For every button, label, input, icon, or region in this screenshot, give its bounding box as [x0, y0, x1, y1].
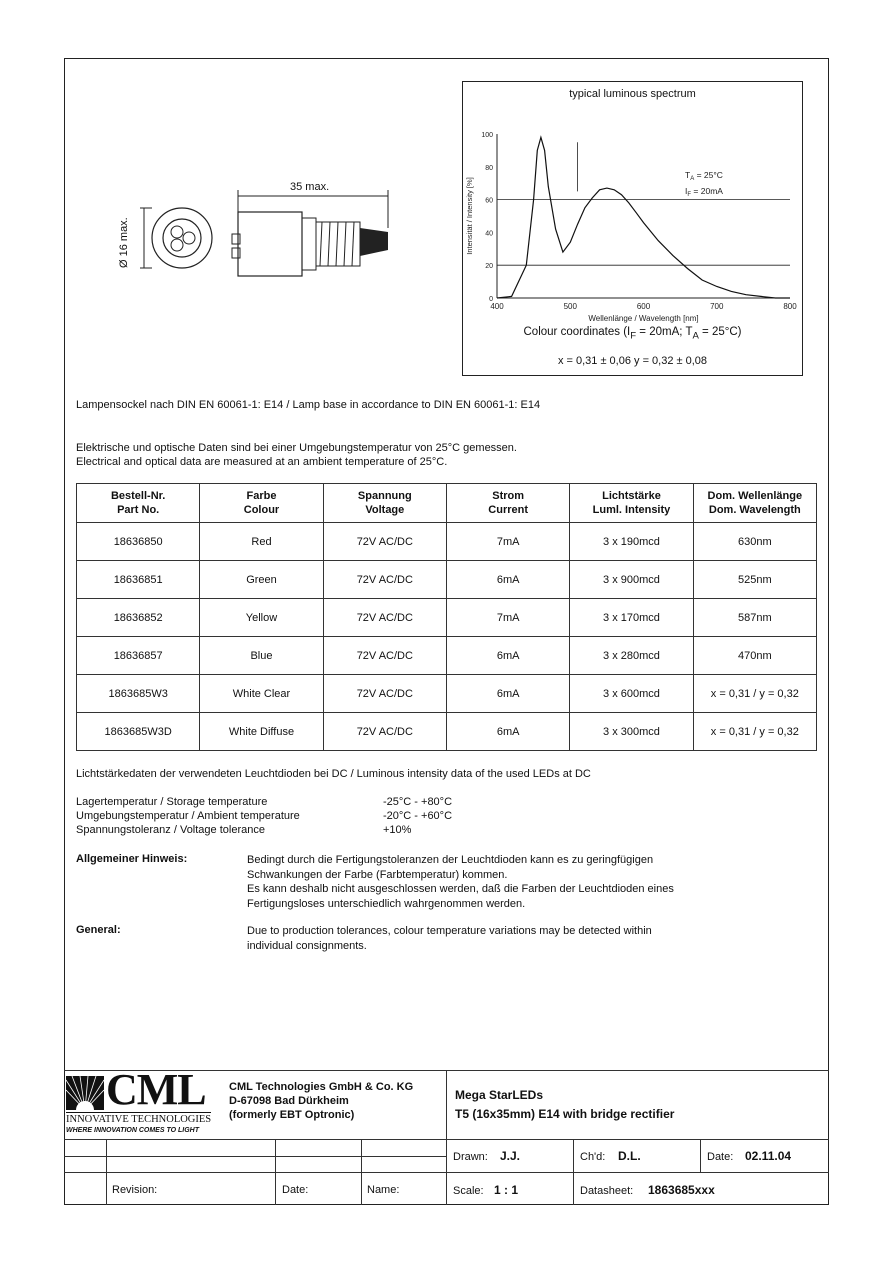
scale-label: Scale:: [453, 1185, 484, 1197]
header-current: Strom Current: [446, 484, 569, 523]
titleblock-rule: [64, 1139, 829, 1140]
company-name: CML Technologies GmbH & Co. KG: [229, 1081, 414, 1093]
drawn-label: Drawn:: [453, 1151, 488, 1163]
datasheet-label: Datasheet:: [580, 1185, 634, 1197]
cell-current: 7mA: [446, 523, 569, 561]
datasheet-value: 1863685xxx: [648, 1183, 715, 1197]
general-note-en-body: Due to production tolerances, colour temperature variations may be detected within individual consignments.: [247, 925, 652, 952]
drawn-value: J.J.: [500, 1149, 521, 1163]
table-header-row: [77, 484, 817, 523]
cell-voltage: 72V AC/DC: [323, 713, 446, 751]
product-table: [76, 483, 817, 751]
y-tick-label: 80: [485, 164, 493, 172]
cell-wavelength: 587nm: [693, 599, 816, 637]
cell-current: 6mA: [446, 675, 569, 713]
cell-colour: White Clear: [200, 675, 323, 713]
measurement-note-de: Elektrische und optische Daten sind bei einer Umgebungstemperatur von 25°C gemessen.: [76, 442, 517, 454]
sunburst-logo-icon: [66, 1076, 104, 1110]
logo-wordmark: CML: [106, 1065, 206, 1114]
cell-colour: White Diffuse: [200, 713, 323, 751]
revision-date-label: Date:: [282, 1184, 309, 1196]
cell-wavelength: x = 0,31 / y = 0,32: [693, 675, 816, 713]
cell-wavelength: 470nm: [693, 637, 816, 675]
measurement-note-en: Electrical and optical data are measured at an ambient temperature of 25°C.: [76, 456, 448, 468]
product-description: T5 (16x35mm) E14 with bridge rectifier: [455, 1107, 675, 1121]
rating-value: -20°C - +60°C: [383, 810, 453, 822]
spectrum-line: [497, 137, 790, 298]
header-part-no: Bestell-Nr. Part No.: [77, 484, 200, 523]
cell-wavelength: x = 0,31 / y = 0,32: [693, 713, 816, 751]
y-tick-label: 100: [481, 132, 493, 139]
general-note-de-body: Bedingt durch die Fertigungstoleranzen der Leuchtdioden kann es zu geringfügigen Schwankungen der Farbe (Farbtemperatur) kommen. Es kann deshalb nicht ausgeschlossen werden, daß die Farben der Leuchtdioden eines Fertigungsloses unterschiedlich wahrgenommen werden.: [247, 854, 674, 910]
table-row: [77, 713, 817, 751]
y-axis-label: Intensität / Intensity [%]: [465, 177, 474, 255]
header-wavelength: Dom. Wellenlänge Dom. Wavelength: [693, 484, 816, 523]
cell-part-no: 1863685W3D: [77, 713, 200, 751]
cell-intensity: 3 x 280mcd: [570, 637, 693, 675]
condition-ta: $T_A = 25^\circ C$: [685, 170, 723, 182]
cell-intensity: 3 x 170mcd: [570, 599, 693, 637]
x-tick-label: 800: [783, 302, 797, 311]
titleblock-divider: [446, 1070, 447, 1205]
x-tick-label: 500: [563, 302, 577, 311]
lamp-technical-drawing: [126, 176, 396, 286]
titleblock-rule: [361, 1139, 362, 1205]
diameter-dimension: Ø 16 max.: [118, 217, 130, 268]
cell-intensity: 3 x 600mcd: [570, 675, 693, 713]
cell-voltage: 72V AC/DC: [323, 675, 446, 713]
rating-value: +10%: [383, 824, 412, 836]
cell-voltage: 72V AC/DC: [323, 523, 446, 561]
cell-intensity: 3 x 300mcd: [570, 713, 693, 751]
y-tick-label: 40: [485, 230, 493, 238]
company-address: D-67098 Bad Dürkheim: [229, 1095, 349, 1107]
cell-current: 6mA: [446, 713, 569, 751]
cell-current: 6mA: [446, 561, 569, 599]
rating-value: -25°C - +80°C: [383, 796, 453, 808]
checked-value: D.L.: [618, 1149, 641, 1163]
colour-coordinates-label: Colour coordinates ($I_F = 20mA$; $T_A = 25^\circ C$): [523, 326, 742, 342]
x-axis-label: Wellenlänge / Wavelength [nm]: [588, 314, 699, 323]
lamp-base-note: Lampensockel nach DIN EN 60061-1: E14 / Lamp base in accordance to DIN EN 60061-1: E14: [76, 399, 541, 411]
logo-tagline: WHERE INNOVATION COMES TO LIGHT: [66, 1127, 199, 1134]
x-tick-label: 400: [490, 302, 504, 311]
header-colour: Farbe Colour: [200, 484, 323, 523]
cell-voltage: 72V AC/DC: [323, 599, 446, 637]
table-row: [77, 637, 817, 675]
cell-intensity: 3 x 900mcd: [570, 561, 693, 599]
titleblock-rule: [106, 1139, 107, 1205]
cell-wavelength: 630nm: [693, 523, 816, 561]
general-note-en-heading: General:: [76, 924, 121, 936]
date-label: Date:: [707, 1151, 734, 1163]
cell-part-no: 18636852: [77, 599, 200, 637]
x-tick-label: 600: [636, 302, 651, 311]
logo-subtitle: INNOVATIVE TECHNOLOGIES: [66, 1114, 212, 1125]
condition-if: $I_F = 20mA$: [685, 186, 723, 198]
cell-part-no: 18636850: [77, 523, 200, 561]
titleblock-rule: [275, 1139, 276, 1205]
table-row: [77, 523, 817, 561]
length-dimension: 35 max.: [290, 181, 330, 193]
rating-label: Lagertemperatur / Storage temperature: [76, 796, 268, 808]
cell-voltage: 72V AC/DC: [323, 561, 446, 599]
intensity-data-note: Lichtstärkedaten der verwendeten Leuchtdioden bei DC / Luminous intensity data of the used LEDs at DC: [76, 768, 591, 780]
y-tick-label: 60: [485, 197, 493, 205]
cell-part-no: 18636857: [77, 637, 200, 675]
cell-colour: Blue: [200, 637, 323, 675]
scale-value: 1 : 1: [494, 1183, 519, 1197]
revision-name-label: Name:: [367, 1184, 400, 1196]
header-intensity: Lichtstärke Luml. Intensity: [570, 484, 693, 523]
cell-intensity: 3 x 190mcd: [570, 523, 693, 561]
titleblock-rule: [573, 1139, 574, 1205]
product-family: Mega StarLEDs: [455, 1088, 544, 1102]
cell-current: 7mA: [446, 599, 569, 637]
x-tick-label: 700: [710, 302, 724, 311]
cell-colour: Yellow: [200, 599, 323, 637]
checked-label: Ch'd:: [580, 1151, 606, 1163]
header-voltage: Spannung Voltage: [323, 484, 446, 523]
cell-voltage: 72V AC/DC: [323, 637, 446, 675]
rating-label: Spannungstoleranz / Voltage tolerance: [76, 824, 265, 836]
chart-title: typical luminous spectrum: [569, 88, 696, 100]
cell-colour: Green: [200, 561, 323, 599]
cell-part-no: 18636851: [77, 561, 200, 599]
revision-label: Revision:: [112, 1184, 158, 1196]
titleblock-rule: [64, 1156, 446, 1157]
company-former: (formerly EBT Optronic): [229, 1109, 355, 1121]
titleblock-rule: [700, 1139, 701, 1172]
spectrum-chart: [462, 81, 803, 376]
colour-coordinates-values: x = 0,31 ± 0,06 y = 0,32 ± 0,08: [557, 355, 708, 367]
table-row: [77, 561, 817, 599]
cell-wavelength: 525nm: [693, 561, 816, 599]
cell-current: 6mA: [446, 637, 569, 675]
general-note-de-heading: Allgemeiner Hinweis:: [76, 853, 188, 865]
date-value: 02.11.04: [745, 1149, 792, 1163]
cml-logo: [66, 1065, 212, 1138]
y-tick-label: 20: [485, 263, 493, 271]
cell-part-no: 1863685W3: [77, 675, 200, 713]
titleblock-rule: [64, 1172, 829, 1173]
y-tick-label: 0: [489, 296, 493, 303]
cell-colour: Red: [200, 523, 323, 561]
table-row: [77, 675, 817, 713]
rating-label: Umgebungstemperatur / Ambient temperature: [76, 810, 300, 822]
table-row: [77, 599, 817, 637]
